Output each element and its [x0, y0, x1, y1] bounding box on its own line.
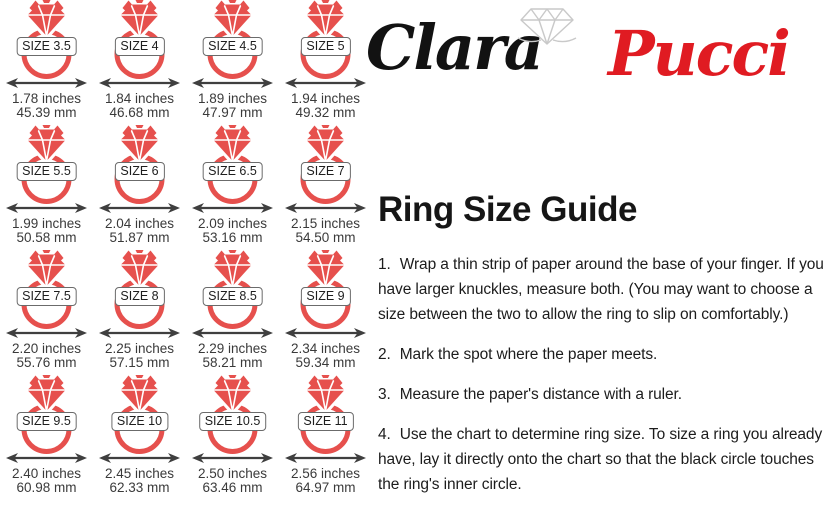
- ring-size-cell: [186, 250, 279, 375]
- ring-size-label: SIZE 5.5: [16, 162, 77, 181]
- ring-diameter-inches: 2.29 inches: [197, 341, 268, 356]
- ring-size-cell: [186, 0, 279, 125]
- step-text: Use the chart to determine ring size. To size a ring you already have, lay it directly onto the chart so that the black circle touches the ring's inner circle.: [378, 426, 823, 493]
- ring-measurements: [279, 342, 372, 370]
- ring-size-cell: [0, 375, 93, 500]
- diameter-arrow-icon: [99, 203, 180, 213]
- diameter-arrow-icon: [285, 203, 366, 213]
- ring-size-cell: [93, 125, 186, 250]
- ring-size-guide-section: [378, 190, 836, 512]
- ring-size-label: SIZE 4: [114, 37, 164, 56]
- ring-diameter-inches: 2.40 inches: [11, 466, 82, 481]
- ring-size-label: SIZE 11: [297, 412, 353, 431]
- ring-diameter-mm: 46.68 mm: [109, 105, 170, 120]
- ring-measurements: [93, 217, 186, 245]
- ring-size-label: SIZE 4.5: [202, 37, 263, 56]
- diameter-arrow-icon: [192, 328, 273, 338]
- instruction-step: [378, 382, 836, 407]
- ring-diameter-inches: 2.50 inches: [197, 466, 268, 481]
- ring-diameter-inches: 1.78 inches: [11, 91, 82, 106]
- diameter-arrow-icon: [285, 328, 366, 338]
- ring-size-label: SIZE 10: [111, 412, 168, 431]
- ring-measurements: [0, 342, 93, 370]
- ring-size-label: SIZE 5: [300, 37, 350, 56]
- ring-size-label: SIZE 8.5: [202, 287, 263, 306]
- ring-measurements: [279, 467, 372, 495]
- ring-size-label: SIZE 8: [114, 287, 164, 306]
- ring-diameter-inches: 2.25 inches: [104, 341, 175, 356]
- page-title: Ring Size Guide: [378, 190, 637, 229]
- ring-diameter-inches: 2.20 inches: [11, 341, 82, 356]
- diameter-arrow-icon: [192, 78, 273, 88]
- ring-diameter-mm: 58.21 mm: [202, 355, 263, 370]
- brand-name-first: Clara: [366, 11, 542, 84]
- ring-measurements: [186, 342, 279, 370]
- ring-diameter-mm: 50.58 mm: [16, 230, 77, 245]
- ring-measurements: [186, 217, 279, 245]
- brand-name-second: Pucci: [608, 17, 789, 90]
- ring-diameter-inches: 2.34 inches: [290, 341, 361, 356]
- ring-diameter-mm: 55.76 mm: [16, 355, 77, 370]
- ring-size-label: SIZE 6.5: [202, 162, 263, 181]
- ring-size-label: SIZE 9.5: [16, 412, 77, 431]
- diameter-arrow-icon: [192, 453, 273, 463]
- step-text: Mark the spot where the paper meets.: [399, 346, 658, 363]
- ring-size-cell: [279, 375, 372, 500]
- ring-measurements: [279, 217, 372, 245]
- diameter-arrow-icon: [6, 328, 87, 338]
- diameter-arrow-icon: [285, 453, 366, 463]
- ring-diameter-mm: 49.32 mm: [295, 105, 356, 120]
- instruction-steps: [378, 252, 836, 497]
- instruction-step: [378, 252, 836, 327]
- diameter-arrow-icon: [6, 453, 87, 463]
- ring-diameter-inches: 2.45 inches: [104, 466, 175, 481]
- ring-size-cell: [0, 0, 93, 125]
- ring-size-label: SIZE 3.5: [16, 37, 77, 56]
- ring-measurements: [0, 92, 93, 120]
- ring-size-label: SIZE 6: [114, 162, 164, 181]
- diameter-arrow-icon: [99, 78, 180, 88]
- ring-diameter-mm: 60.98 mm: [16, 480, 77, 495]
- ring-diameter-mm: 64.97 mm: [295, 480, 356, 495]
- instruction-step: [378, 342, 836, 367]
- ring-size-chart: [0, 0, 372, 500]
- ring-measurements: [186, 92, 279, 120]
- step-number: 2.: [378, 346, 391, 363]
- ring-diameter-inches: 1.89 inches: [197, 91, 268, 106]
- diameter-arrow-icon: [6, 203, 87, 213]
- ring-diameter-inches: 2.09 inches: [197, 216, 268, 231]
- diameter-arrow-icon: [192, 203, 273, 213]
- ring-size-cell: [93, 0, 186, 125]
- ring-size-label: SIZE 10.5: [199, 412, 267, 431]
- ring-size-label: SIZE 7: [300, 162, 350, 181]
- ring-diameter-mm: 54.50 mm: [295, 230, 356, 245]
- ring-measurements: [93, 342, 186, 370]
- diameter-arrow-icon: [285, 78, 366, 88]
- ring-diameter-inches: 2.15 inches: [290, 216, 361, 231]
- ring-diameter-mm: 45.39 mm: [16, 105, 77, 120]
- step-text: Measure the paper's distance with a ruler.: [399, 386, 682, 403]
- brand-logo: [366, 2, 789, 102]
- ring-diameter-mm: 62.33 mm: [109, 480, 170, 495]
- ring-measurements: [0, 217, 93, 245]
- diameter-arrow-icon: [6, 78, 87, 88]
- diameter-arrow-icon: [99, 328, 180, 338]
- ring-diameter-inches: 2.56 inches: [290, 466, 361, 481]
- ring-diameter-inches: 1.84 inches: [104, 91, 175, 106]
- ring-diameter-mm: 57.15 mm: [109, 355, 170, 370]
- ring-size-label: SIZE 7.5: [16, 287, 77, 306]
- ring-diameter-inches: 1.99 inches: [11, 216, 82, 231]
- step-number: 1.: [378, 256, 391, 273]
- diamond-outline-icon: [516, 6, 578, 52]
- ring-diameter-inches: 1.94 inches: [290, 91, 361, 106]
- ring-size-cell: [279, 250, 372, 375]
- ring-size-cell: [279, 0, 372, 125]
- ring-measurements: [93, 92, 186, 120]
- step-number: 4.: [378, 426, 391, 443]
- ring-size-cell: [186, 375, 279, 500]
- step-number: 3.: [378, 386, 391, 403]
- ring-size-cell: [0, 125, 93, 250]
- ring-measurements: [279, 92, 372, 120]
- ring-size-cell: [93, 375, 186, 500]
- diameter-arrow-icon: [99, 453, 180, 463]
- ring-diameter-inches: 2.04 inches: [104, 216, 175, 231]
- ring-size-cell: [93, 250, 186, 375]
- instruction-step: [378, 422, 836, 497]
- step-text: Wrap a thin strip of paper around the base of your finger. If you have larger knuckles, measure both. (You may want to choose a size between the two to allow the ring to slip on comfortably.): [378, 256, 824, 323]
- ring-measurements: [186, 467, 279, 495]
- ring-diameter-mm: 63.46 mm: [202, 480, 263, 495]
- ring-measurements: [93, 467, 186, 495]
- ring-measurements: [0, 467, 93, 495]
- ring-diameter-mm: 51.87 mm: [109, 230, 170, 245]
- ring-diameter-mm: 59.34 mm: [295, 355, 356, 370]
- ring-diameter-mm: 47.97 mm: [202, 105, 263, 120]
- ring-diameter-mm: 53.16 mm: [202, 230, 263, 245]
- ring-size-cell: [186, 125, 279, 250]
- ring-size-cell: [0, 250, 93, 375]
- ring-size-cell: [279, 125, 372, 250]
- ring-size-label: SIZE 9: [300, 287, 350, 306]
